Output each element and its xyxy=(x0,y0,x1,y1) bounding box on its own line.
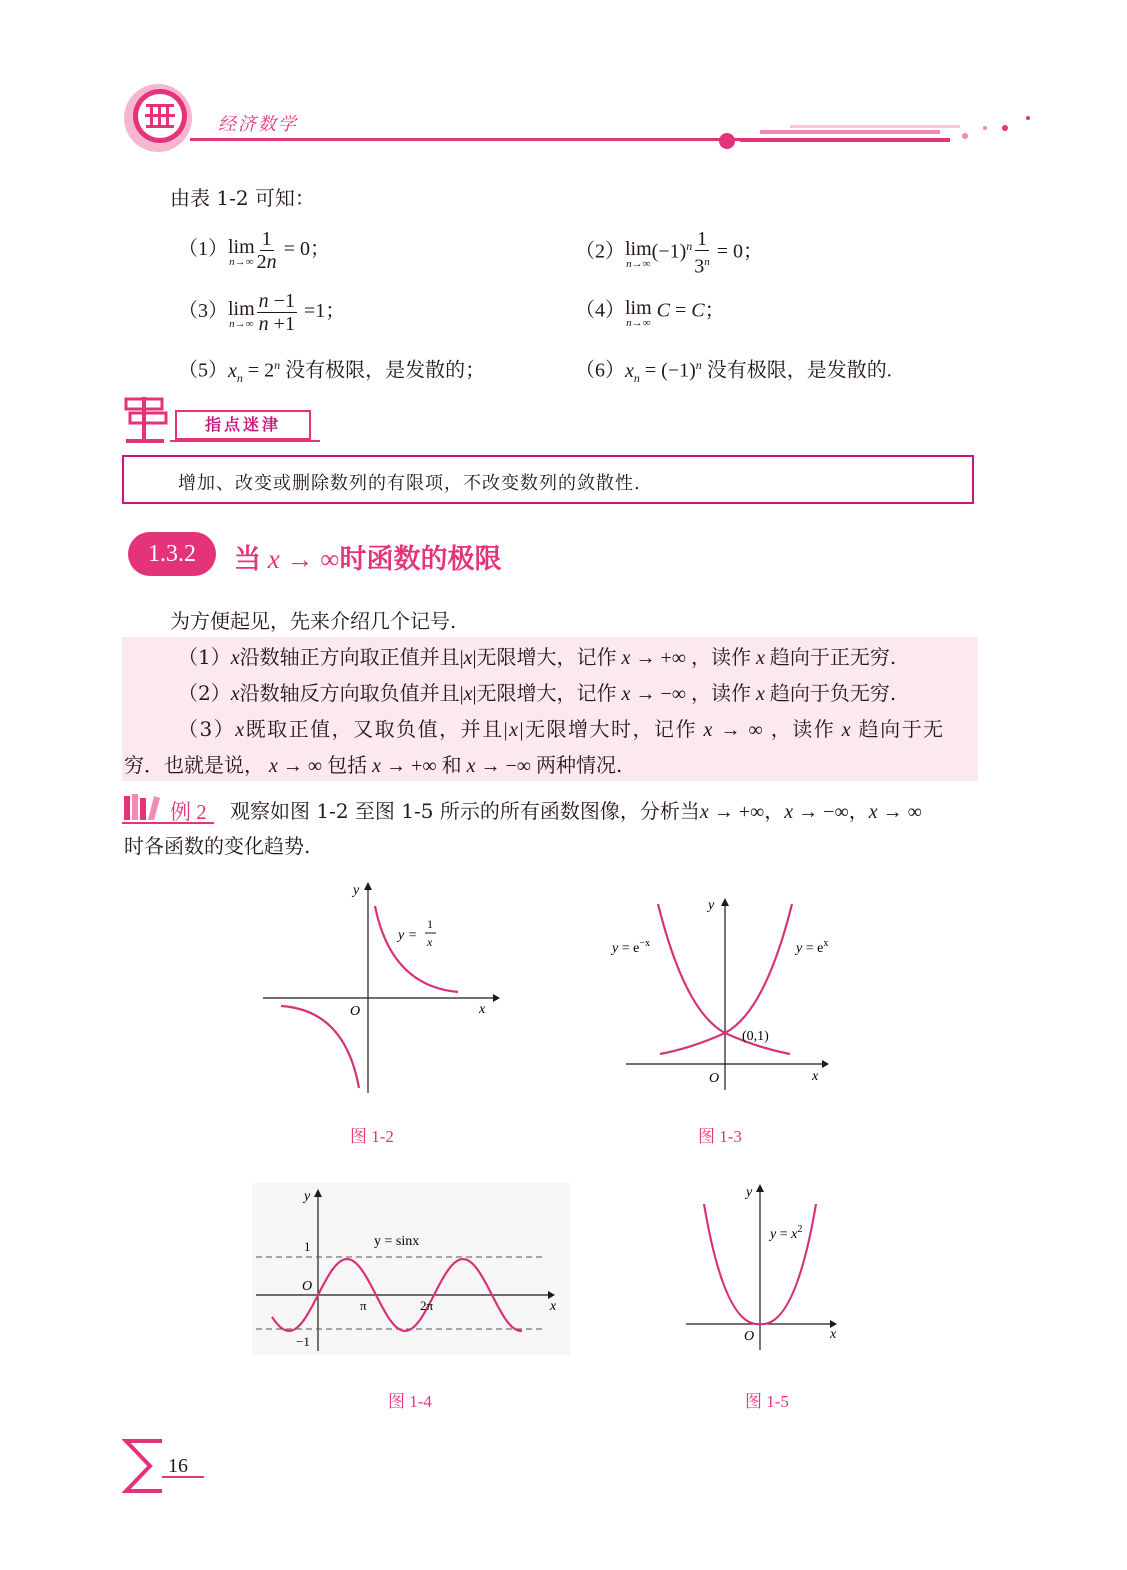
origin-label: O xyxy=(744,1329,755,1344)
result-4-label: （4） xyxy=(575,299,625,322)
definition-3-a: 既取正值，又取负值，并且 xyxy=(245,717,504,741)
signpost-icon xyxy=(122,395,170,447)
paragraph-intro: 为方便起见，先来介绍几个记号. xyxy=(170,609,457,633)
section-title-post: 时函数的极限 xyxy=(339,544,502,575)
definition-1-b: 无限增大，记作 xyxy=(476,645,617,669)
result-5-text: 没有极限，是发散的； xyxy=(285,359,486,382)
tick-label-one: 1 xyxy=(304,1239,311,1254)
curve-e-x xyxy=(660,904,792,1054)
origin-label: O xyxy=(350,1004,361,1019)
curve-label: $y = x^2$ xyxy=(770,1224,803,1242)
y-axis-label: y xyxy=(746,1185,753,1200)
y-axis-label: y xyxy=(353,883,360,898)
tip-rule xyxy=(170,440,320,442)
hyperbola-branch-right xyxy=(375,906,458,992)
result-4: （4） lim n→∞ C = C； xyxy=(575,297,725,329)
definition-2: （2）x沿数轴反方向取负值并且|x|无限增大，记作 x → −∞ ，读作 x 趋向于负无穷. xyxy=(178,681,897,705)
figure-1-4-caption: 图 1-4 xyxy=(388,1392,432,1411)
result-5-label: （5） xyxy=(178,359,228,382)
y-axis-label: y xyxy=(304,1189,311,1204)
lim-symbol: lim n→∞ xyxy=(228,235,255,268)
curve-label-den: x xyxy=(427,935,433,949)
hyperbola-branch-left xyxy=(281,1006,359,1088)
definition-3-cont: 穷．也就是说， x → ∞ 包括 x → +∞ 和 x → −∞ 两种情况. xyxy=(124,753,623,777)
definition-3-e: 穷．也就是说， xyxy=(124,753,264,777)
x-axis-label: x xyxy=(550,1299,557,1314)
definition-3-h: 两种情况. xyxy=(536,753,623,777)
y-axis-label: y xyxy=(708,898,715,913)
result-6-label: （6） xyxy=(575,359,625,382)
definition-1: （1）x沿数轴正方向取正值并且|x|无限增大，记作 x → +∞ ，读作 x 趋向于正无穷. xyxy=(178,645,897,669)
section-title: 当 x → ∞时函数的极限 xyxy=(234,544,502,575)
point-label: (0,1) xyxy=(742,1029,769,1044)
header-title: 经济数学 xyxy=(218,114,298,135)
example-text: 观察如图 1-2 至图 1-5 所示的所有函数图像，分析当x → +∞，x → −∞，x → ∞ xyxy=(230,799,922,823)
result-2-label: （2） xyxy=(575,240,625,263)
definition-3-g: 和 xyxy=(441,753,462,777)
definition-1-a: 沿数轴正方向取正值并且 xyxy=(239,645,460,669)
x-axis-label: x xyxy=(479,1002,486,1017)
origin-label: O xyxy=(709,1071,720,1086)
example-text-b: 时各函数的变化趋势. xyxy=(124,834,311,858)
definition-3-d: 趋向于无 xyxy=(858,717,945,741)
result-2: （2） lim n→∞ $(-1)^n$ $\frac{1}{3^n}$ = 0； xyxy=(575,228,764,278)
sine-label: y = sinx xyxy=(374,1234,420,1249)
y-axis-arrow xyxy=(364,882,372,890)
definition-3-c: ，读作 xyxy=(770,717,836,741)
tick-label-two-pi: 2π xyxy=(420,1298,434,1313)
tick-label-pi: π xyxy=(360,1298,367,1313)
result-6: $(6)x_n = (-1)^n$ 没有极限，是发散的. xyxy=(575,358,892,385)
definition-2-a: 沿数轴反方向取负值并且 xyxy=(239,681,460,705)
x-axis-label: x xyxy=(812,1069,819,1084)
figure-1-5-caption: 图 1-5 xyxy=(745,1392,789,1411)
lim-symbol: lim n→∞ xyxy=(625,297,652,329)
result-3-label: （3） xyxy=(178,300,228,323)
fraction: $\frac{1}{3^n}$ xyxy=(694,228,710,278)
definition-2-label: （2） xyxy=(178,681,231,705)
definition-3-f: 包括 xyxy=(327,753,368,777)
x-axis-arrow xyxy=(493,994,500,1002)
figure-1-5 xyxy=(680,1178,850,1353)
y-axis-arrow xyxy=(756,1184,764,1192)
definition-2-d: 趋向于负无穷. xyxy=(769,681,897,705)
definition-1-d: 趋向于正无穷. xyxy=(769,645,897,669)
x-axis-label: x xyxy=(830,1327,837,1342)
definition-2-b: 无限增大，记作 xyxy=(476,681,617,705)
example-text-a: 观察如图 1-2 至图 1-5 所示的所有函数图像，分析当 xyxy=(230,799,700,823)
books-icon xyxy=(122,792,162,822)
figure-1-3-caption: 图 1-3 xyxy=(698,1127,742,1146)
result-5: $(5)x_n = 2^n$ 没有极限，是发散的； xyxy=(178,358,486,385)
definition-2-c: ，读作 xyxy=(690,681,751,705)
definition-1-label: （1） xyxy=(178,645,231,669)
curve-label-left: $y = e^{-x}$ xyxy=(612,938,650,956)
tip-label: 指点迷津 xyxy=(175,410,311,440)
lim-symbol: lim n→∞ xyxy=(625,237,652,270)
definition-3-label: （3） xyxy=(178,717,236,741)
lim-symbol: lim n→∞ xyxy=(228,297,255,330)
curve-label-right: $y = e^x$ xyxy=(796,938,829,956)
sigma-icon xyxy=(122,1437,208,1495)
example-label: 例 2 xyxy=(170,800,207,824)
intro-text: 由表 1-2 可知： xyxy=(170,186,315,210)
book-logo-icon xyxy=(122,82,194,154)
curve-label: y = xyxy=(398,928,418,943)
curve-e-neg-x xyxy=(658,904,790,1054)
tip-text: 增加、改变或删除数列的有限项，不改变数列的敛散性. xyxy=(178,473,641,494)
header-decoration xyxy=(700,116,1040,156)
figure-1-2-caption: 图 1-2 xyxy=(350,1127,394,1146)
section-number: 1.3.2 xyxy=(128,532,216,576)
y-axis-arrow xyxy=(721,898,729,906)
figure-1-2 xyxy=(255,878,500,1098)
definition-3: （3）x既取正值，又取负值，并且|x|无限增大时，记作 x → ∞ ，读作 x 趋向于无 xyxy=(178,717,945,741)
result-1-label: （1） xyxy=(178,238,228,261)
page-number: 16 xyxy=(168,1455,188,1477)
figure-1-3 xyxy=(600,892,840,1092)
origin-label: O xyxy=(302,1279,313,1294)
section-title-pre: 当 xyxy=(234,544,261,575)
fraction: $\frac{n -1}{n +1}$ xyxy=(258,290,295,335)
result-3: （3） lim n→∞ $\frac{n -1}{n +1}$ =1； xyxy=(178,290,346,335)
fraction: $\frac{1}{2n}$ xyxy=(256,228,277,273)
tick-label-neg-one: −1 xyxy=(296,1334,310,1349)
definition-3-b: 无限增大时，记作 xyxy=(525,717,698,741)
definition-1-c: ，读作 xyxy=(690,645,751,669)
figure-1-4 xyxy=(252,1183,570,1355)
result-6-text: 没有极限，是发散的. xyxy=(706,359,892,382)
result-1: （1） lim n→∞ $\frac{1}{2n}$ = 0； xyxy=(178,228,330,273)
curve-label-num: 1 xyxy=(427,917,433,931)
x-axis-arrow xyxy=(822,1060,829,1068)
